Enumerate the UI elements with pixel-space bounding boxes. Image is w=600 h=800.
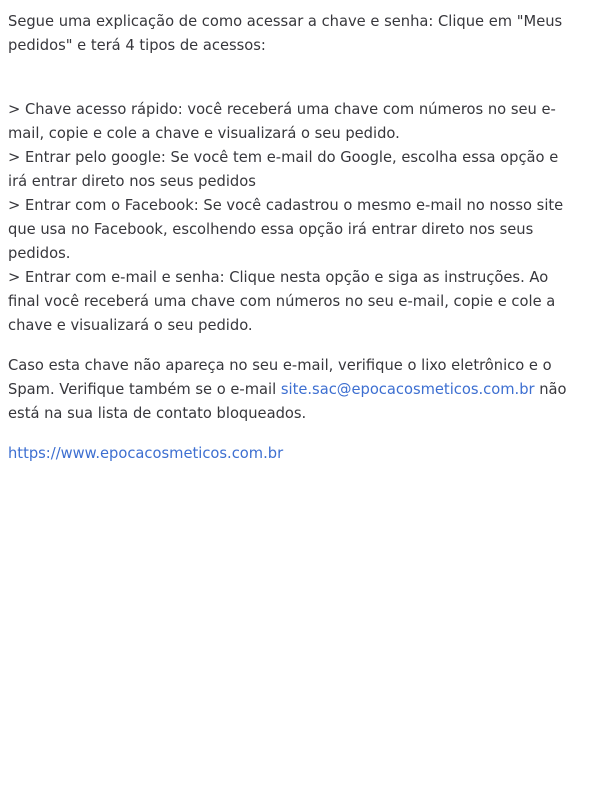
site-url-paragraph: [8, 442, 580, 466]
spam-note-paragraph: [8, 354, 580, 426]
spam-note-text-after: não está na sua lista de contato bloqueados.: [8, 381, 567, 422]
access-options-list: [8, 98, 580, 338]
paragraph-spacer: [8, 58, 580, 98]
access-option-facebook: > Entrar com o Facebook: Se você cadastrou o mesmo e-mail no nosso site que usa no Facebook, escolhendo essa opção irá entrar direto nos seus pedidos.: [8, 197, 564, 262]
access-option-email-password: > Entrar com e-mail e senha: Clique nesta opção e siga as instruções. Ao final você receberá uma chave com números no seu e-mail, copie e cole a chave e visualizará o seu pedido.: [8, 269, 556, 334]
support-email-link[interactable]: site.sac@epocacosmeticos.com.br: [280, 381, 535, 398]
note-spacer: [8, 338, 580, 354]
access-option-quick-key: > Chave acesso rápido: você receberá uma chave com números no seu e-mail, copie e cole a chave e visualizará o seu pedido.: [8, 101, 556, 142]
url-spacer: [8, 426, 580, 442]
site-url-link[interactable]: https://www.epocacosmeticos.com.br: [8, 445, 284, 462]
intro-paragraph: Segue uma explicação de como acessar a chave e senha: Clique em "Meus pedidos" e terá 4 tipos de acessos:: [8, 13, 563, 54]
access-option-google: > Entrar pelo google: Se você tem e-mail do Google, escolha essa opção e irá entrar direto nos seus pedidos: [8, 149, 559, 190]
spam-note-text-before: Caso esta chave não apareça no seu e-mail, verifique o lixo eletrônico e o Spam. Verifique também se o e-mail: [8, 357, 552, 398]
